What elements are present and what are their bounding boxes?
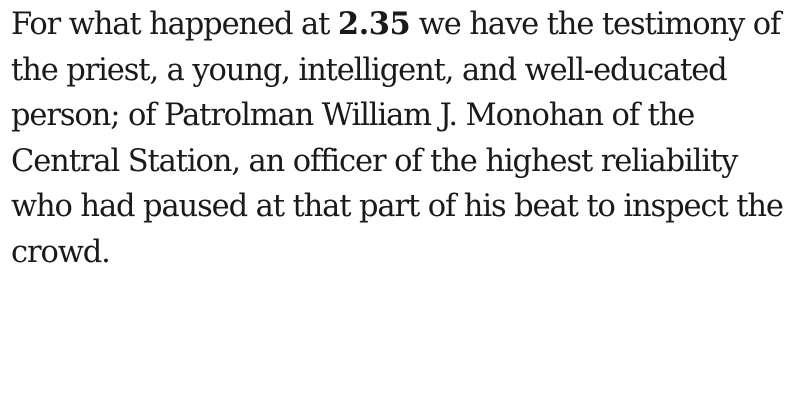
time-highlight: 2.35 — [337, 6, 411, 42]
passage-intro: For what happened at — [11, 7, 338, 42]
passage-body: we have the testimony of the priest, a young, intelligent, and well-educated person; of Patrolman William J. Monohan of the Central Station, an officer of the highest reliability who had paused at that part of his beat to inspect the crowd. — [11, 7, 783, 270]
passage-text — [11, 2, 791, 275]
